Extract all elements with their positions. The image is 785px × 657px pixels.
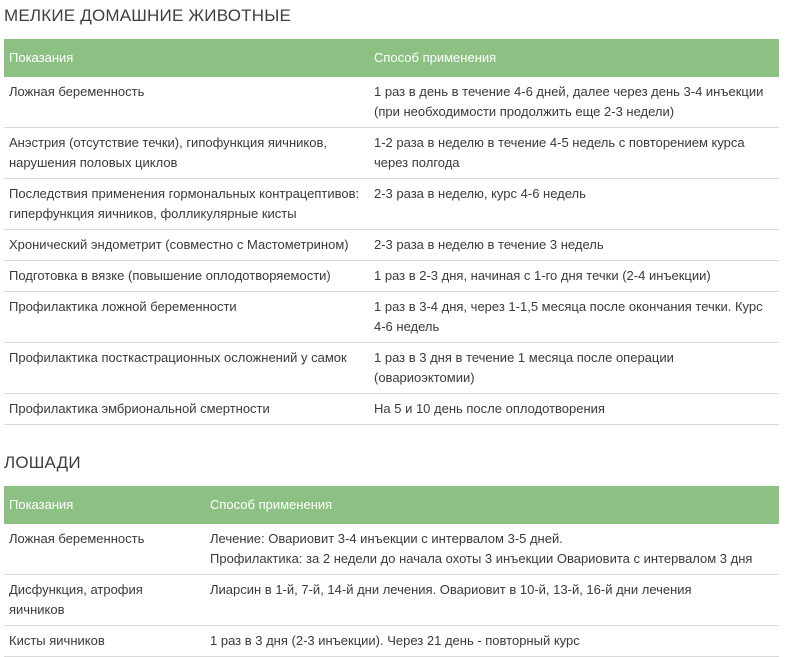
header-indication: Показания <box>4 486 205 524</box>
cell-text-line: Дисфункция, атрофия яичников <box>9 582 143 617</box>
small-animals-table <box>4 39 779 425</box>
method-cell <box>205 575 779 626</box>
method-cell <box>205 626 779 657</box>
cell-text-line: 1 раз в 3 дня в течение 1 месяца после операции <box>374 350 674 365</box>
cell-text-line: Хронический эндометрит (совместно с Мастометрином) <box>9 237 349 252</box>
cell-text-line: Кисты яичников <box>9 633 105 648</box>
cell-text-line: На 5 и 10 день после оплодотворения <box>374 401 605 416</box>
section-title-horses: ЛОШАДИ <box>4 453 81 472</box>
indication-cell <box>4 524 205 575</box>
indication-cell <box>4 77 369 128</box>
indication-cell <box>4 626 205 657</box>
method-cell <box>369 394 779 425</box>
indication-cell <box>4 343 369 394</box>
cell-text-line: Лиарсин в 1-й, 7-й, 14-й дни лечения. Овариовит в 10-й, 13-й, 16-й дни лечения <box>210 582 692 597</box>
indication-cell <box>4 575 205 626</box>
method-cell <box>369 179 779 230</box>
cell-text-line: Лечение: Овариовит 3-4 инъекции с интервалом 3-5 дней. <box>210 531 563 546</box>
table-row <box>4 261 779 292</box>
indication-cell <box>4 292 369 343</box>
cell-text-line: Анэстрия (отсутствие течки), гипофункция яичников, <box>9 135 327 150</box>
indication-cell <box>4 179 369 230</box>
cell-text-line: Подготовка в вязке (повышение оплодотворяемости) <box>9 268 331 283</box>
cell-text-line: 1 раз в 3-4 дня, через 1-1,5 месяца после окончания течки. Курс <box>374 299 763 314</box>
section-title-small-animals: МЕЛКИЕ ДОМАШНИЕ ЖИВОТНЫЕ <box>4 6 291 25</box>
indication-cell <box>4 261 369 292</box>
cell-text-line: нарушения половых циклов <box>9 155 178 170</box>
cell-text-line: (овариоэктомии) <box>374 370 475 385</box>
table-row <box>4 394 779 425</box>
method-cell <box>369 230 779 261</box>
indication-cell <box>4 394 369 425</box>
table-row <box>4 575 779 626</box>
table-row <box>4 292 779 343</box>
cell-text-line: Профилактика посткастрационных осложнений у самок <box>9 350 347 365</box>
cell-text-line: Ложная беременность <box>9 84 145 99</box>
cell-text-line: Ложная беременность <box>9 531 145 546</box>
cell-text-line: Профилактика: за 2 недели до начала охоты 3 инъекции Овариовита с интервалом 3 дня <box>210 551 753 566</box>
cell-text-line: 4-6 недель <box>374 319 440 334</box>
cell-text-line: Профилактика эмбриональной смертности <box>9 401 270 416</box>
method-cell <box>205 524 779 575</box>
header-indication: Показания <box>4 39 369 77</box>
indication-cell <box>4 230 369 261</box>
cell-text-line: (при необходимости продолжить еще 2-3 недели) <box>374 104 675 119</box>
method-cell <box>369 343 779 394</box>
cell-text-line: через полгода <box>374 155 460 170</box>
cell-text-line: 1-2 раза в неделю в течение 4-5 недель с повторением курса <box>374 135 745 150</box>
cell-text-line: Последствия применения гормональных контрацептивов: <box>9 186 360 201</box>
header-method: Способ применения <box>369 39 779 77</box>
table-header-row <box>4 39 779 77</box>
table-row <box>4 128 779 179</box>
indication-cell <box>4 128 369 179</box>
cell-text-line: 1 раз в 3 дня (2-3 инъекции). Через 21 день - повторный курс <box>210 633 580 648</box>
cell-text-line: 1 раз в день в течение 4-6 дней, далее через день 3-4 инъекции <box>374 84 764 99</box>
cell-text-line: 2-3 раза в неделю, курс 4-6 недель <box>374 186 586 201</box>
method-cell <box>369 128 779 179</box>
cell-text-line: 1 раз в 2-3 дня, начиная с 1-го дня течки (2-4 инъекции) <box>374 268 711 283</box>
table-header-row <box>4 486 779 524</box>
table-row <box>4 626 779 657</box>
table-row <box>4 179 779 230</box>
method-cell <box>369 292 779 343</box>
table-row <box>4 524 779 575</box>
cell-text-line: Профилактика ложной беременности <box>9 299 237 314</box>
cell-text-line: 2-3 раза в неделю в течение 3 недель <box>374 237 604 252</box>
table-row <box>4 343 779 394</box>
horses-table <box>4 486 779 657</box>
method-cell <box>369 77 779 128</box>
cell-text-line: гиперфункция яичников, фолликулярные кисты <box>9 206 297 221</box>
header-method: Способ применения <box>205 486 779 524</box>
table-row <box>4 77 779 128</box>
table-row <box>4 230 779 261</box>
method-cell <box>369 261 779 292</box>
